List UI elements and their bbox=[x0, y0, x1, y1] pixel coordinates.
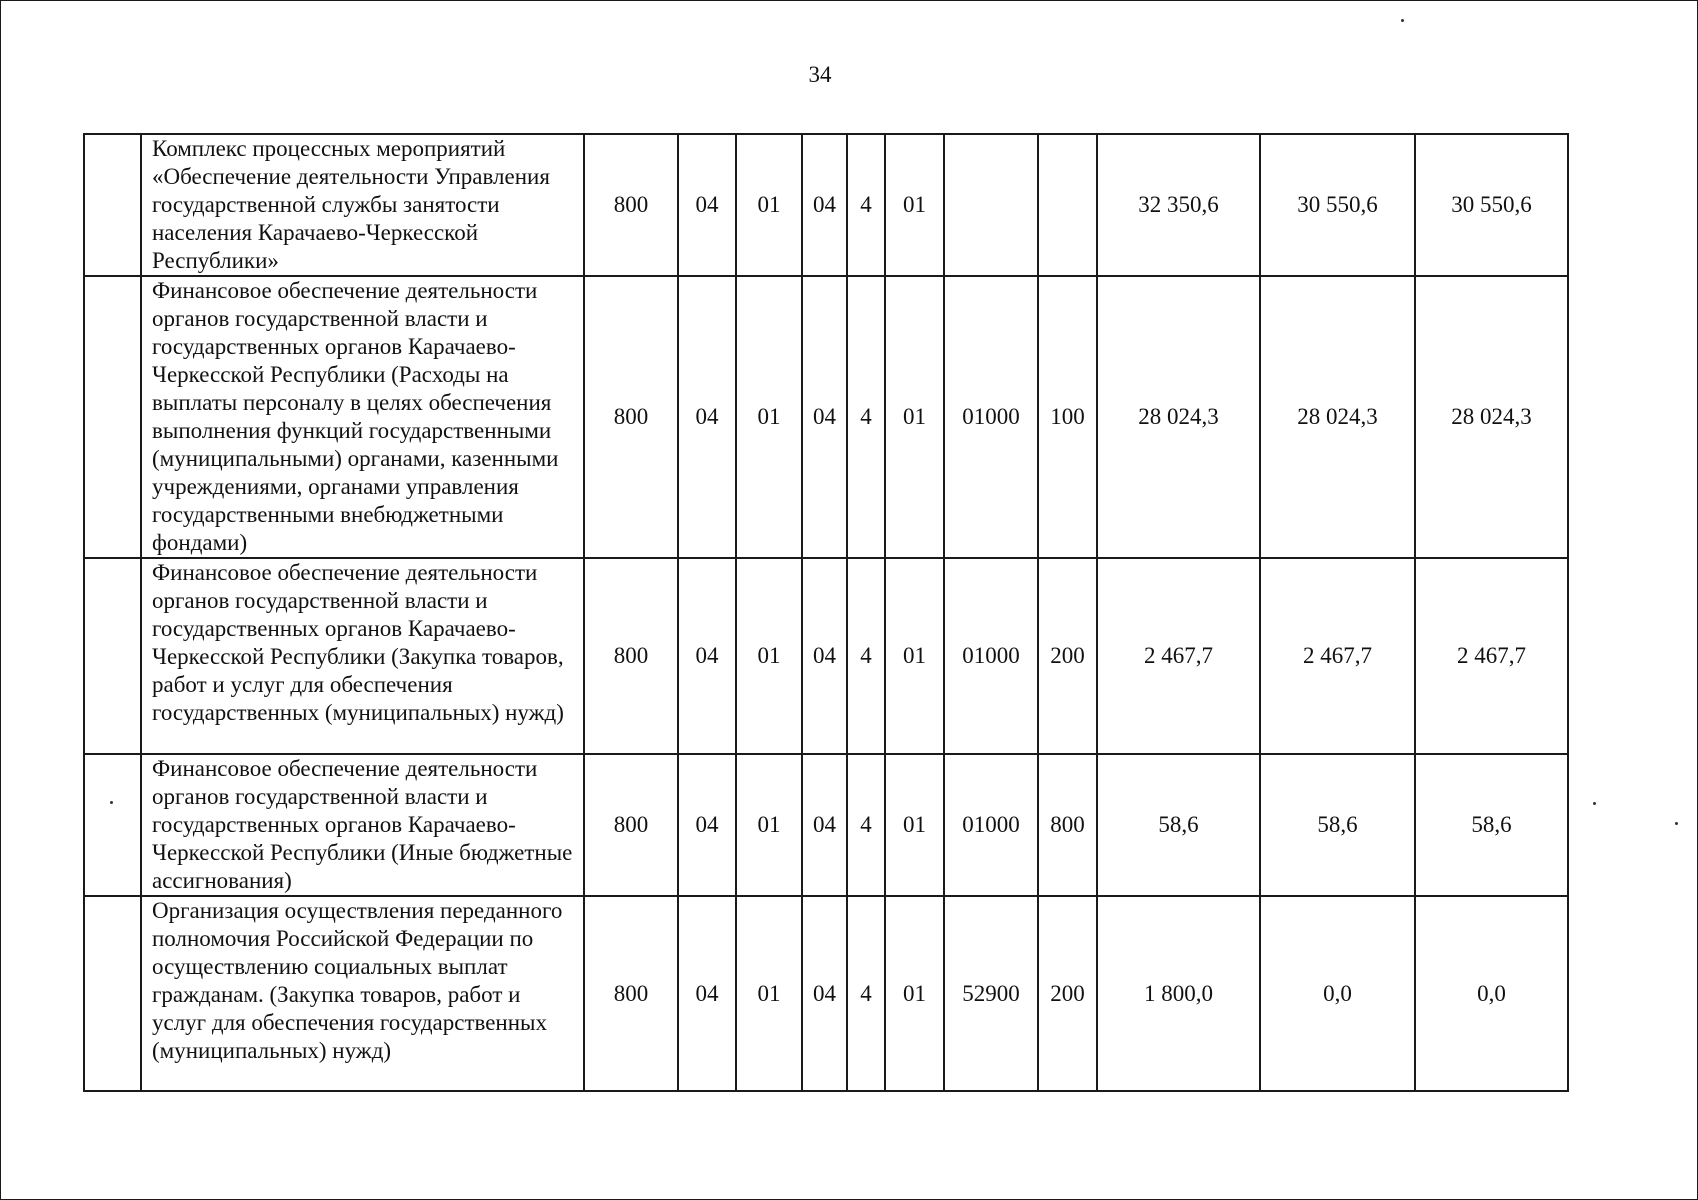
amount-3: 58,6 bbox=[1415, 754, 1568, 896]
code-expense-type: 200 bbox=[1038, 896, 1097, 1091]
table-row bbox=[84, 896, 1568, 1091]
amount-3: 30 550,6 bbox=[1415, 134, 1568, 276]
code-section: 04 bbox=[678, 896, 736, 1091]
table-row bbox=[84, 558, 1568, 754]
table-row bbox=[84, 276, 1568, 558]
amount-2: 28 024,3 bbox=[1260, 276, 1415, 558]
amount-3: 0,0 bbox=[1415, 896, 1568, 1091]
code-type: 4 bbox=[847, 896, 885, 1091]
row-lead-cell bbox=[84, 276, 141, 558]
code-subsection: 01 bbox=[736, 558, 802, 754]
code-admin: 800 bbox=[584, 134, 678, 276]
code-section: 04 bbox=[678, 754, 736, 896]
code-section: 04 bbox=[678, 276, 736, 558]
code-type: 4 bbox=[847, 754, 885, 896]
amount-1: 28 024,3 bbox=[1097, 276, 1260, 558]
amount-2: 2 467,7 bbox=[1260, 558, 1415, 754]
code-subsection: 01 bbox=[736, 134, 802, 276]
row-name: Финансовое обеспечение деятельности органов государственной власти и государственных органов Карачаево-Черкесской Республики (Иные бюджетные ассигнования) bbox=[141, 754, 584, 896]
code-program: 04 bbox=[802, 558, 847, 754]
code-program: 04 bbox=[802, 276, 847, 558]
code-direction bbox=[944, 134, 1038, 276]
amount-2: 0,0 bbox=[1260, 896, 1415, 1091]
row-lead-cell bbox=[84, 754, 141, 896]
code-element: 01 bbox=[885, 558, 944, 754]
code-admin: 800 bbox=[584, 754, 678, 896]
amount-1: 58,6 bbox=[1097, 754, 1260, 896]
page-number: 34 bbox=[808, 62, 832, 87]
scan-speck bbox=[1675, 822, 1678, 825]
code-subsection: 01 bbox=[736, 276, 802, 558]
row-name: Финансовое обеспечение деятельности органов государственной власти и государственных органов Карачаево-Черкесской Республики (Расходы на выплаты персоналу в целях обеспечения выполнения функций государственными (муниципальными) органами, казенными учреждениями, органами управления государственными внебюджетными фондами) bbox=[141, 276, 584, 558]
code-type: 4 bbox=[847, 134, 885, 276]
row-lead-cell bbox=[84, 558, 141, 754]
amount-3: 28 024,3 bbox=[1415, 276, 1568, 558]
code-program: 04 bbox=[802, 754, 847, 896]
code-admin: 800 bbox=[584, 558, 678, 754]
code-expense-type: 100 bbox=[1038, 276, 1097, 558]
code-admin: 800 bbox=[584, 896, 678, 1091]
row-lead-cell bbox=[84, 134, 141, 276]
budget-table bbox=[83, 133, 1569, 1092]
row-name: Финансовое обеспечение деятельности органов государственной власти и государственных органов Карачаево-Черкесской Республики (Закупка товаров, работ и услуг для обеспечения государственных (муниципальных) нужд) bbox=[141, 558, 584, 754]
amount-3: 2 467,7 bbox=[1415, 558, 1568, 754]
code-direction: 52900 bbox=[944, 896, 1038, 1091]
code-element: 01 bbox=[885, 896, 944, 1091]
code-subsection: 01 bbox=[736, 896, 802, 1091]
amount-2: 58,6 bbox=[1260, 754, 1415, 896]
amount-1: 1 800,0 bbox=[1097, 896, 1260, 1091]
code-expense-type: 800 bbox=[1038, 754, 1097, 896]
code-element: 01 bbox=[885, 134, 944, 276]
code-direction: 01000 bbox=[944, 276, 1038, 558]
code-section: 04 bbox=[678, 558, 736, 754]
code-section: 04 bbox=[678, 134, 736, 276]
code-type: 4 bbox=[847, 558, 885, 754]
code-direction: 01000 bbox=[944, 754, 1038, 896]
code-expense-type: 200 bbox=[1038, 558, 1097, 754]
code-type: 4 bbox=[847, 276, 885, 558]
code-expense-type bbox=[1038, 134, 1097, 276]
code-program: 04 bbox=[802, 134, 847, 276]
table-row bbox=[84, 754, 1568, 896]
amount-2: 30 550,6 bbox=[1260, 134, 1415, 276]
code-element: 01 bbox=[885, 754, 944, 896]
code-element: 01 bbox=[885, 276, 944, 558]
row-name: Организация осуществления переданного полномочия Российской Федерации по осуществлению социальных выплат гражданам. (Закупка товаров, работ и услуг для обеспечения государственных (муниципальных) нужд) bbox=[141, 896, 584, 1091]
scan-speck bbox=[110, 801, 113, 804]
row-lead-cell bbox=[84, 896, 141, 1091]
code-program: 04 bbox=[802, 896, 847, 1091]
code-subsection: 01 bbox=[736, 754, 802, 896]
code-admin: 800 bbox=[584, 276, 678, 558]
scan-speck bbox=[1401, 19, 1404, 22]
scan-speck bbox=[1593, 802, 1596, 805]
amount-1: 2 467,7 bbox=[1097, 558, 1260, 754]
amount-1: 32 350,6 bbox=[1097, 134, 1260, 276]
table-row bbox=[84, 134, 1568, 276]
row-name: Комплекс процессных мероприятий «Обеспечение деятельности Управления государственной службы занятости населения Карачаево-Черкесской Республики» bbox=[141, 134, 584, 276]
code-direction: 01000 bbox=[944, 558, 1038, 754]
